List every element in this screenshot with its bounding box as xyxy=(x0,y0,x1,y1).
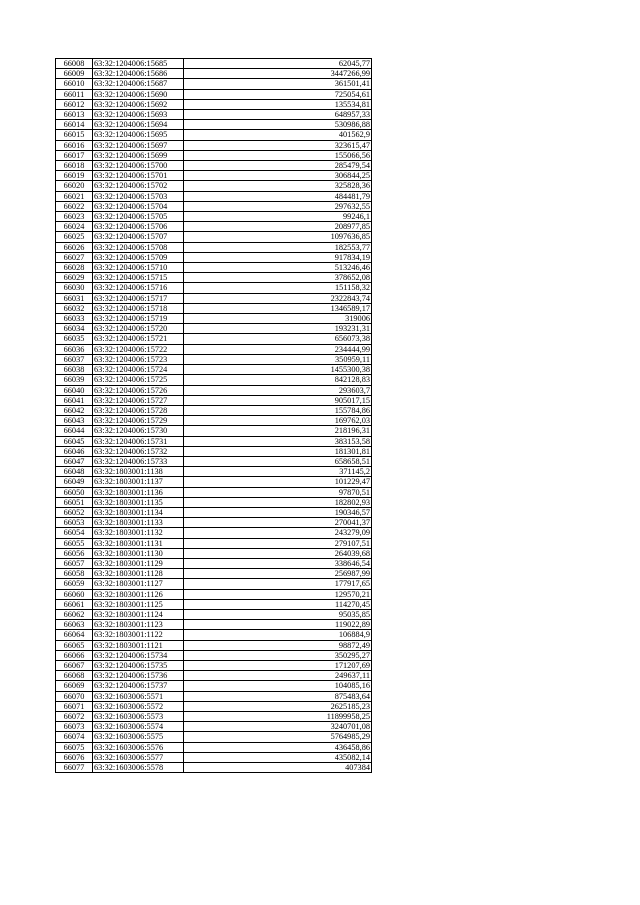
cadastral-number: 63:32:1803001:1136 xyxy=(93,487,184,497)
table-row xyxy=(56,242,372,252)
cadastral-number: 63:32:1803001:1128 xyxy=(93,569,184,579)
row-number: 66009 xyxy=(56,69,93,79)
row-number: 66076 xyxy=(56,752,93,762)
cadastral-number: 63:32:1204006:15701 xyxy=(93,171,184,181)
cadastral-value: 155066,56 xyxy=(184,150,372,160)
cadastral-value: 371145,2 xyxy=(184,467,372,477)
row-number: 66051 xyxy=(56,497,93,507)
row-number: 66060 xyxy=(56,589,93,599)
table-row xyxy=(56,691,372,701)
cadastral-value: 875483,64 xyxy=(184,691,372,701)
cadastral-number: 63:32:1803001:1135 xyxy=(93,497,184,507)
row-number: 66014 xyxy=(56,120,93,130)
row-number: 66037 xyxy=(56,354,93,364)
table-row xyxy=(56,324,372,334)
cadastral-number: 63:32:1204006:15694 xyxy=(93,120,184,130)
cadastral-value: 1097636,85 xyxy=(184,232,372,242)
row-number: 66059 xyxy=(56,579,93,589)
table-row xyxy=(56,59,372,69)
row-number: 66031 xyxy=(56,293,93,303)
cadastral-value: 62045,77 xyxy=(184,59,372,69)
cadastral-number: 63:32:1204006:15715 xyxy=(93,273,184,283)
table-row xyxy=(56,150,372,160)
table-row xyxy=(56,181,372,191)
row-number: 66012 xyxy=(56,99,93,109)
table-row xyxy=(56,558,372,568)
cadastral-value: 243279,09 xyxy=(184,528,372,538)
cadastral-number: 63:32:1803001:1130 xyxy=(93,548,184,558)
cadastral-number: 63:32:1204006:15725 xyxy=(93,375,184,385)
cadastral-number: 63:32:1204006:15721 xyxy=(93,334,184,344)
table-row xyxy=(56,334,372,344)
cadastral-value: 135534,81 xyxy=(184,99,372,109)
table-row xyxy=(56,681,372,691)
row-number: 66074 xyxy=(56,732,93,742)
row-number: 66070 xyxy=(56,691,93,701)
table-row xyxy=(56,477,372,487)
row-number: 66029 xyxy=(56,273,93,283)
table-row xyxy=(56,497,372,507)
cadastral-value: 95035,85 xyxy=(184,609,372,619)
cadastral-value: 151158,32 xyxy=(184,283,372,293)
table-row xyxy=(56,589,372,599)
row-number: 66050 xyxy=(56,487,93,497)
cadastral-value: 435082,14 xyxy=(184,752,372,762)
cadastral-value: 323615,47 xyxy=(184,140,372,150)
table-row xyxy=(56,538,372,548)
row-number: 66023 xyxy=(56,212,93,222)
cadastral-value: 293603,7 xyxy=(184,385,372,395)
cadastral-table xyxy=(55,58,372,773)
cadastral-value: 436458,86 xyxy=(184,742,372,752)
cadastral-value: 182802,93 xyxy=(184,497,372,507)
cadastral-value: 101229,47 xyxy=(184,477,372,487)
table-row xyxy=(56,69,372,79)
cadastral-value: 530986,88 xyxy=(184,120,372,130)
row-number: 66020 xyxy=(56,181,93,191)
cadastral-number: 63:32:1204006:15690 xyxy=(93,89,184,99)
row-number: 66016 xyxy=(56,140,93,150)
cadastral-value: 129570,21 xyxy=(184,589,372,599)
cadastral-value: 297632,55 xyxy=(184,201,372,211)
cadastral-number: 63:32:1803001:1131 xyxy=(93,538,184,548)
row-number: 66061 xyxy=(56,599,93,609)
row-number: 66048 xyxy=(56,467,93,477)
cadastral-number: 63:32:1603006:5578 xyxy=(93,763,184,773)
cadastral-number: 63:32:1803001:1137 xyxy=(93,477,184,487)
table-row xyxy=(56,395,372,405)
cadastral-value: 905017,15 xyxy=(184,395,372,405)
cadastral-number: 63:32:1204006:15724 xyxy=(93,365,184,375)
cadastral-number: 63:32:1204006:15702 xyxy=(93,181,184,191)
cadastral-value: 177917,65 xyxy=(184,579,372,589)
cadastral-number: 63:32:1603006:5572 xyxy=(93,701,184,711)
cadastral-value: 319006 xyxy=(184,314,372,324)
table-row xyxy=(56,79,372,89)
cadastral-value: 842128,83 xyxy=(184,375,372,385)
row-number: 66056 xyxy=(56,548,93,558)
cadastral-number: 63:32:1204006:15707 xyxy=(93,232,184,242)
row-number: 66067 xyxy=(56,660,93,670)
row-number: 66045 xyxy=(56,436,93,446)
cadastral-number: 63:32:1204006:15710 xyxy=(93,263,184,273)
cadastral-number: 63:32:1204006:15699 xyxy=(93,150,184,160)
row-number: 66015 xyxy=(56,130,93,140)
table-row xyxy=(56,201,372,211)
cadastral-value: 484481,79 xyxy=(184,191,372,201)
row-number: 66019 xyxy=(56,171,93,181)
row-number: 66021 xyxy=(56,191,93,201)
cadastral-number: 63:32:1603006:5577 xyxy=(93,752,184,762)
cadastral-value: 306844,25 xyxy=(184,171,372,181)
row-number: 66073 xyxy=(56,722,93,732)
cadastral-value: 169762,03 xyxy=(184,416,372,426)
cadastral-number: 63:32:1204006:15686 xyxy=(93,69,184,79)
table-row xyxy=(56,405,372,415)
cadastral-number: 63:32:1204006:15723 xyxy=(93,354,184,364)
row-number: 66069 xyxy=(56,681,93,691)
table-row xyxy=(56,701,372,711)
row-number: 66025 xyxy=(56,232,93,242)
cadastral-number: 63:32:1204006:15695 xyxy=(93,130,184,140)
cadastral-number: 63:32:1204006:15731 xyxy=(93,436,184,446)
table-row xyxy=(56,426,372,436)
row-number: 66013 xyxy=(56,110,93,120)
row-number: 66046 xyxy=(56,446,93,456)
cadastral-number: 63:32:1204006:15733 xyxy=(93,456,184,466)
cadastral-value: 3240701,08 xyxy=(184,722,372,732)
cadastral-value: 218196,31 xyxy=(184,426,372,436)
table-row xyxy=(56,110,372,120)
row-number: 66018 xyxy=(56,161,93,171)
row-number: 66008 xyxy=(56,59,93,69)
row-number: 66010 xyxy=(56,79,93,89)
cadastral-value: 106884,9 xyxy=(184,630,372,640)
cadastral-value: 155784,86 xyxy=(184,405,372,415)
cadastral-value: 181301,81 xyxy=(184,446,372,456)
row-number: 66035 xyxy=(56,334,93,344)
table-row xyxy=(56,436,372,446)
cadastral-value: 325828,36 xyxy=(184,181,372,191)
row-number: 66017 xyxy=(56,150,93,160)
cadastral-number: 63:32:1204006:15700 xyxy=(93,161,184,171)
cadastral-value: 2322843,74 xyxy=(184,293,372,303)
table-row xyxy=(56,120,372,130)
cadastral-number: 63:32:1204006:15726 xyxy=(93,385,184,395)
row-number: 66058 xyxy=(56,569,93,579)
row-number: 66039 xyxy=(56,375,93,385)
table-row xyxy=(56,446,372,456)
row-number: 66071 xyxy=(56,701,93,711)
row-number: 66038 xyxy=(56,365,93,375)
table-row xyxy=(56,742,372,752)
table-row xyxy=(56,732,372,742)
cadastral-number: 63:32:1803001:1123 xyxy=(93,620,184,630)
cadastral-number: 63:32:1603006:5573 xyxy=(93,712,184,722)
cadastral-value: 1346589,17 xyxy=(184,303,372,313)
cadastral-value: 513246,46 xyxy=(184,263,372,273)
table-row xyxy=(56,630,372,640)
table-row xyxy=(56,528,372,538)
table-row xyxy=(56,548,372,558)
row-number: 66030 xyxy=(56,283,93,293)
cadastral-number: 63:32:1204006:15704 xyxy=(93,201,184,211)
cadastral-number: 63:32:1204006:15722 xyxy=(93,344,184,354)
cadastral-number: 63:32:1204006:15692 xyxy=(93,99,184,109)
cadastral-value: 350295,27 xyxy=(184,650,372,660)
table-row xyxy=(56,283,372,293)
table-row xyxy=(56,212,372,222)
row-number: 66072 xyxy=(56,712,93,722)
table-row xyxy=(56,303,372,313)
table-row xyxy=(56,140,372,150)
cadastral-number: 63:32:1204006:15706 xyxy=(93,222,184,232)
row-number: 66024 xyxy=(56,222,93,232)
cadastral-number: 63:32:1204006:15730 xyxy=(93,426,184,436)
cadastral-number: 63:32:1204006:15705 xyxy=(93,212,184,222)
table-row xyxy=(56,273,372,283)
table-row xyxy=(56,191,372,201)
cadastral-number: 63:32:1204006:15727 xyxy=(93,395,184,405)
row-number: 66032 xyxy=(56,303,93,313)
cadastral-number: 63:32:1803001:1132 xyxy=(93,528,184,538)
cadastral-number: 63:32:1204006:15709 xyxy=(93,252,184,262)
cadastral-number: 63:32:1204006:15732 xyxy=(93,446,184,456)
row-number: 66062 xyxy=(56,609,93,619)
row-number: 66077 xyxy=(56,763,93,773)
table-row xyxy=(56,599,372,609)
cadastral-value: 407384 xyxy=(184,763,372,773)
row-number: 66042 xyxy=(56,405,93,415)
cadastral-value: 648957,33 xyxy=(184,110,372,120)
cadastral-value: 658658,51 xyxy=(184,456,372,466)
cadastral-value: 99246,1 xyxy=(184,212,372,222)
cadastral-number: 63:32:1803001:1121 xyxy=(93,640,184,650)
row-number: 66022 xyxy=(56,201,93,211)
row-number: 66027 xyxy=(56,252,93,262)
cadastral-value: 656073,38 xyxy=(184,334,372,344)
table-row xyxy=(56,609,372,619)
row-number: 66041 xyxy=(56,395,93,405)
cadastral-number: 63:32:1204006:15728 xyxy=(93,405,184,415)
cadastral-value: 5764985,29 xyxy=(184,732,372,742)
cadastral-value: 361501,41 xyxy=(184,79,372,89)
cadastral-number: 63:32:1204006:15708 xyxy=(93,242,184,252)
table-row xyxy=(56,354,372,364)
table-row xyxy=(56,569,372,579)
cadastral-number: 63:32:1603006:5575 xyxy=(93,732,184,742)
row-number: 66068 xyxy=(56,671,93,681)
table-row xyxy=(56,640,372,650)
table-row xyxy=(56,385,372,395)
cadastral-number: 63:32:1204006:15736 xyxy=(93,671,184,681)
cadastral-number: 63:32:1603006:5576 xyxy=(93,742,184,752)
table-row xyxy=(56,467,372,477)
cadastral-number: 63:32:1803001:1133 xyxy=(93,518,184,528)
row-number: 66054 xyxy=(56,528,93,538)
table-row xyxy=(56,89,372,99)
row-number: 66047 xyxy=(56,456,93,466)
cadastral-number: 63:32:1204006:15718 xyxy=(93,303,184,313)
cadastral-value: 378652,08 xyxy=(184,273,372,283)
cadastral-value: 917834,19 xyxy=(184,252,372,262)
table-row xyxy=(56,671,372,681)
cadastral-value: 208977,85 xyxy=(184,222,372,232)
cadastral-value: 725054,61 xyxy=(184,89,372,99)
cadastral-value: 1455300,38 xyxy=(184,365,372,375)
cadastral-number: 63:32:1204006:15703 xyxy=(93,191,184,201)
table-row xyxy=(56,314,372,324)
row-number: 66040 xyxy=(56,385,93,395)
table-row xyxy=(56,712,372,722)
row-number: 66011 xyxy=(56,89,93,99)
table-row xyxy=(56,752,372,762)
cadastral-value: 401562,9 xyxy=(184,130,372,140)
cadastral-number: 63:32:1204006:15697 xyxy=(93,140,184,150)
cadastral-value: 98872,49 xyxy=(184,640,372,650)
cadastral-number: 63:32:1803001:1129 xyxy=(93,558,184,568)
table-row xyxy=(56,252,372,262)
cadastral-value: 2625185,23 xyxy=(184,701,372,711)
cadastral-number: 63:32:1803001:1125 xyxy=(93,599,184,609)
table-row xyxy=(56,487,372,497)
row-number: 66026 xyxy=(56,242,93,252)
cadastral-number: 63:32:1204006:15693 xyxy=(93,110,184,120)
cadastral-number: 63:32:1204006:15720 xyxy=(93,324,184,334)
cadastral-number: 63:32:1204006:15716 xyxy=(93,283,184,293)
table-row xyxy=(56,722,372,732)
row-number: 66063 xyxy=(56,620,93,630)
table-row xyxy=(56,222,372,232)
table-row xyxy=(56,763,372,773)
table-body xyxy=(56,59,372,773)
table-row xyxy=(56,99,372,109)
row-number: 66028 xyxy=(56,263,93,273)
row-number: 66065 xyxy=(56,640,93,650)
cadastral-value: 97870,51 xyxy=(184,487,372,497)
table-row xyxy=(56,293,372,303)
table-row xyxy=(56,620,372,630)
table-row xyxy=(56,579,372,589)
cadastral-value: 270041,37 xyxy=(184,518,372,528)
table-row xyxy=(56,130,372,140)
cadastral-value: 119022,89 xyxy=(184,620,372,630)
row-number: 66049 xyxy=(56,477,93,487)
row-number: 66064 xyxy=(56,630,93,640)
cadastral-value: 190346,57 xyxy=(184,507,372,517)
cadastral-value: 279107,51 xyxy=(184,538,372,548)
row-number: 66044 xyxy=(56,426,93,436)
cadastral-value: 249637,11 xyxy=(184,671,372,681)
row-number: 66055 xyxy=(56,538,93,548)
row-number: 66066 xyxy=(56,650,93,660)
row-number: 66036 xyxy=(56,344,93,354)
cadastral-number: 63:32:1803001:1126 xyxy=(93,589,184,599)
table-row xyxy=(56,171,372,181)
cadastral-value: 338646,54 xyxy=(184,558,372,568)
cadastral-number: 63:32:1204006:15687 xyxy=(93,79,184,89)
cadastral-number: 63:32:1204006:15737 xyxy=(93,681,184,691)
cadastral-value: 256987,99 xyxy=(184,569,372,579)
cadastral-number: 63:32:1204006:15735 xyxy=(93,660,184,670)
table-row xyxy=(56,344,372,354)
cadastral-number: 63:32:1204006:15717 xyxy=(93,293,184,303)
table-row xyxy=(56,507,372,517)
row-number: 66043 xyxy=(56,416,93,426)
cadastral-number: 63:32:1603006:5571 xyxy=(93,691,184,701)
cadastral-value: 182553,77 xyxy=(184,242,372,252)
table-row xyxy=(56,416,372,426)
cadastral-value: 11899958,25 xyxy=(184,712,372,722)
table-row xyxy=(56,375,372,385)
cadastral-value: 104085,16 xyxy=(184,681,372,691)
cadastral-value: 264039,68 xyxy=(184,548,372,558)
cadastral-value: 193231,31 xyxy=(184,324,372,334)
cadastral-value: 350959,11 xyxy=(184,354,372,364)
table-row xyxy=(56,365,372,375)
table-row xyxy=(56,518,372,528)
table-row xyxy=(56,456,372,466)
cadastral-number: 63:32:1204006:15685 xyxy=(93,59,184,69)
table-row xyxy=(56,161,372,171)
cadastral-number: 63:32:1803001:1122 xyxy=(93,630,184,640)
cadastral-number: 63:32:1204006:15734 xyxy=(93,650,184,660)
table-row xyxy=(56,263,372,273)
row-number: 66034 xyxy=(56,324,93,334)
table-row xyxy=(56,660,372,670)
table-row xyxy=(56,232,372,242)
row-number: 66075 xyxy=(56,742,93,752)
row-number: 66033 xyxy=(56,314,93,324)
row-number: 66052 xyxy=(56,507,93,517)
cadastral-value: 383153,58 xyxy=(184,436,372,446)
cadastral-number: 63:32:1603006:5574 xyxy=(93,722,184,732)
cadastral-number: 63:32:1803001:1134 xyxy=(93,507,184,517)
row-number: 66057 xyxy=(56,558,93,568)
cadastral-value: 171207,69 xyxy=(184,660,372,670)
cadastral-value: 3447266,99 xyxy=(184,69,372,79)
cadastral-value: 285479,54 xyxy=(184,161,372,171)
cadastral-number: 63:32:1803001:1138 xyxy=(93,467,184,477)
table-row xyxy=(56,650,372,660)
cadastral-number: 63:32:1803001:1127 xyxy=(93,579,184,589)
cadastral-number: 63:32:1803001:1124 xyxy=(93,609,184,619)
cadastral-value: 234444,99 xyxy=(184,344,372,354)
cadastral-number: 63:32:1204006:15729 xyxy=(93,416,184,426)
cadastral-value: 114270,45 xyxy=(184,599,372,609)
row-number: 66053 xyxy=(56,518,93,528)
cadastral-number: 63:32:1204006:15719 xyxy=(93,314,184,324)
